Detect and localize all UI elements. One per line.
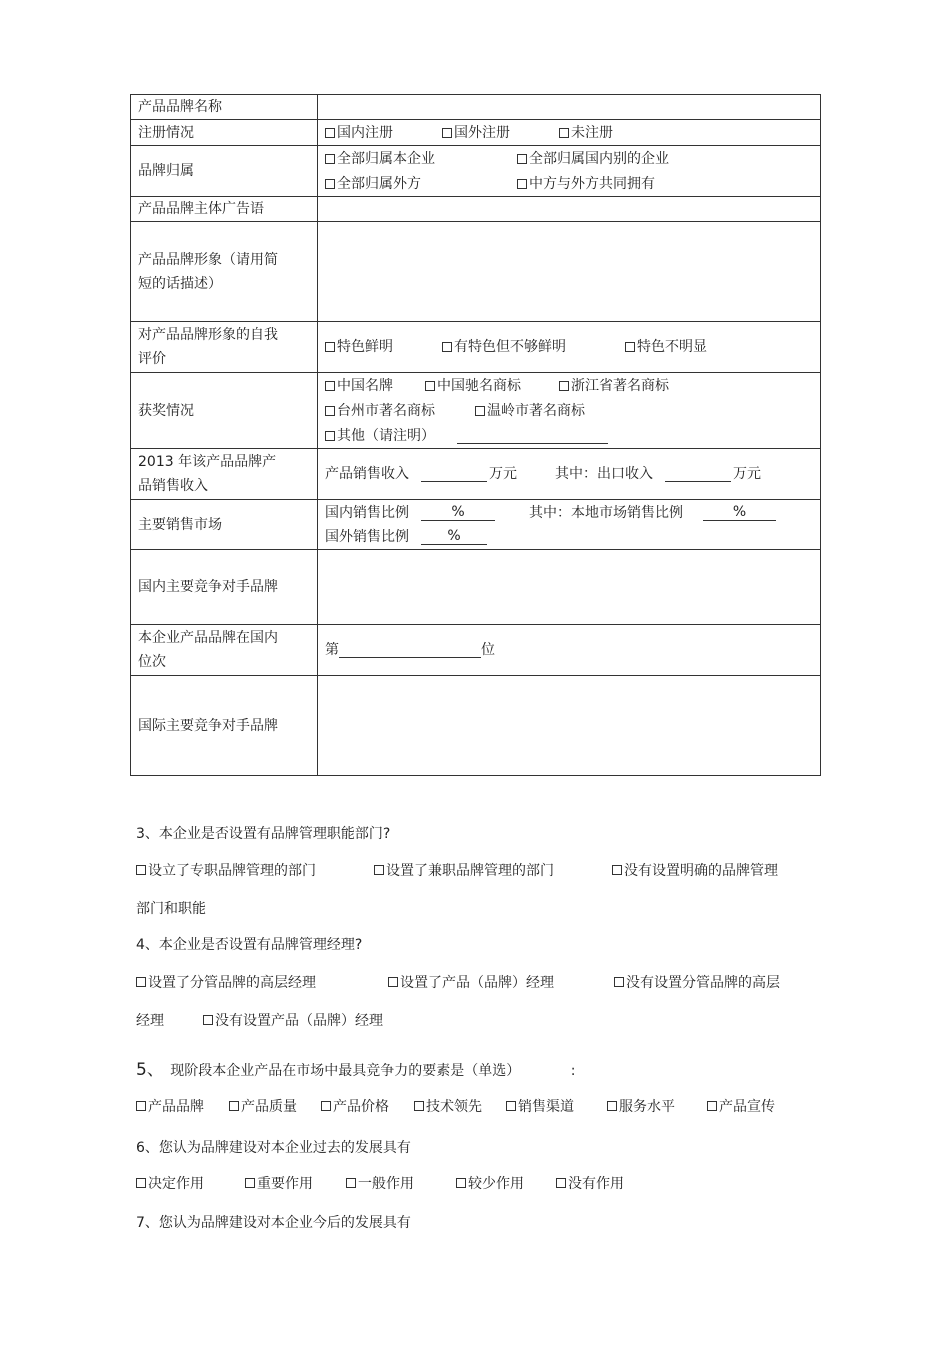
awards-option-taizhou[interactable]: 台州市著名商标 [325, 399, 475, 423]
checkbox[interactable] [136, 977, 146, 987]
self-eval-option-distinct[interactable]: 特色鲜明 [325, 335, 442, 359]
domestic-ratio-blank[interactable]: % [421, 505, 495, 521]
registration-label: 注册情况 [131, 120, 318, 146]
awards-label: 获奖情况 [131, 373, 318, 449]
ownership-option-other-domestic[interactable]: 全部归属国内别的企业 [517, 147, 669, 171]
awards-option-wenling[interactable]: 温岭市著名商标 [475, 399, 585, 423]
checkbox[interactable] [136, 1178, 146, 1188]
awards-option-other[interactable]: 其他（请注明） [325, 424, 457, 448]
rank-field: 第 位 [318, 625, 821, 676]
q7-title: 7、您认为品牌建设对本企业今后的发展具有 [136, 1215, 411, 1231]
checkbox[interactable] [388, 977, 398, 987]
intl-competitor-label: 国际主要竞争对手品牌 [131, 676, 318, 776]
slogan-label: 产品品牌主体广告语 [131, 197, 318, 222]
rank-label: 本企业产品品牌在国内 位次 [131, 625, 318, 676]
domestic-competitor-label: 国内主要竞争对手品牌 [131, 550, 318, 625]
q4-option-1[interactable]: 设置了分管品牌的高层经理 [136, 972, 388, 992]
checkbox[interactable] [325, 406, 335, 416]
market-label: 主要销售市场 [131, 500, 318, 550]
checkbox[interactable] [374, 865, 384, 875]
q4-option-3[interactable]: 没有设置分管品牌的高层 [614, 972, 780, 992]
q3-options [136, 860, 778, 880]
q3-title: 3、本企业是否设置有品牌管理职能部门? [136, 826, 391, 842]
self-eval-options [318, 322, 821, 373]
checkbox[interactable] [414, 1101, 424, 1111]
sales-fields: 产品销售收入 万元 其中：出口收入 万元 [318, 449, 821, 500]
checkbox[interactable] [612, 865, 622, 875]
checkbox[interactable] [325, 381, 335, 391]
checkbox[interactable] [245, 1178, 255, 1188]
checkbox[interactable] [625, 342, 635, 352]
ownership-option-foreign[interactable]: 全部归属外方 [325, 172, 517, 196]
brand-name-label: 产品品牌名称 [131, 95, 318, 120]
registration-options [318, 120, 821, 146]
checkbox[interactable] [707, 1101, 717, 1111]
checkbox[interactable] [475, 406, 485, 416]
q5-option-channel[interactable]: 销售渠道 [506, 1096, 607, 1116]
checkbox[interactable] [456, 1178, 466, 1188]
brand-info-table [130, 94, 821, 776]
domestic-competitor-field[interactable] [318, 550, 821, 625]
checkbox[interactable] [325, 154, 335, 164]
q6-option-2[interactable]: 重要作用 [245, 1173, 346, 1193]
checkbox[interactable] [346, 1178, 356, 1188]
q5-option-promotion[interactable]: 产品宣传 [707, 1096, 775, 1116]
checkbox[interactable] [425, 381, 435, 391]
slogan-field[interactable] [318, 197, 821, 222]
q5-option-brand[interactable]: 产品品牌 [136, 1096, 229, 1116]
q6-title: 6、您认为品牌建设对本企业过去的发展具有 [136, 1140, 411, 1156]
checkbox[interactable] [321, 1101, 331, 1111]
checkbox[interactable] [442, 128, 452, 138]
checkbox[interactable] [442, 342, 452, 352]
foreign-ratio-blank[interactable]: % [421, 529, 487, 545]
q5-option-quality[interactable]: 产品质量 [229, 1096, 321, 1116]
brand-image-label: 产品品牌形象（请用简 短的话描述） [131, 222, 318, 322]
self-eval-label: 对产品品牌形象的自我 评价 [131, 322, 318, 373]
checkbox[interactable] [325, 342, 335, 352]
q3-option-3[interactable]: 没有设置明确的品牌管理 [612, 860, 778, 880]
rank-blank[interactable] [339, 642, 481, 658]
checkbox[interactable] [517, 179, 527, 189]
awards-other-blank[interactable] [457, 428, 608, 444]
checkbox[interactable] [325, 128, 335, 138]
registration-option-foreign[interactable]: 国外注册 [442, 121, 559, 145]
q4-options [136, 972, 780, 992]
q5-option-price[interactable]: 产品价格 [321, 1096, 414, 1116]
q4-option-4[interactable]: 没有设置产品（品牌）经理 [203, 1010, 383, 1030]
ownership-option-own[interactable]: 全部归属本企业 [325, 147, 517, 171]
checkbox[interactable] [556, 1178, 566, 1188]
registration-option-domestic[interactable]: 国内注册 [325, 121, 442, 145]
registration-option-none[interactable]: 未注册 [559, 121, 613, 145]
q4-option-2[interactable]: 设置了产品（品牌）经理 [388, 972, 614, 992]
sales-label: 2013 年该产品品牌产 品销售收入 [131, 449, 318, 500]
checkbox[interactable] [325, 431, 335, 441]
export-income-blank[interactable] [665, 466, 731, 482]
self-eval-option-weak[interactable]: 特色不明显 [625, 335, 707, 359]
sales-income-blank[interactable] [421, 466, 487, 482]
ownership-options [318, 146, 821, 197]
checkbox[interactable] [136, 865, 146, 875]
q3-option-2[interactable]: 设置了兼职品牌管理的部门 [374, 860, 612, 880]
awards-option-zhejiang[interactable]: 浙江省著名商标 [559, 374, 669, 398]
q6-option-5[interactable]: 没有作用 [556, 1173, 624, 1193]
awards-options [318, 373, 821, 449]
q5-title: 5、 现阶段本企业产品在市场中最具竞争力的要素是（单选） : [136, 1060, 576, 1080]
q6-option-3[interactable]: 一般作用 [346, 1173, 456, 1193]
checkbox[interactable] [325, 179, 335, 189]
q4-continuation: 经理 没有设置产品（品牌）经理 [136, 1010, 383, 1030]
q3-option-1[interactable]: 设立了专职品牌管理的部门 [136, 860, 374, 880]
q5-option-service[interactable]: 服务水平 [607, 1096, 707, 1116]
checkbox[interactable] [607, 1101, 617, 1111]
checkbox[interactable] [229, 1101, 239, 1111]
intl-competitor-field[interactable] [318, 676, 821, 776]
checkbox[interactable] [559, 128, 569, 138]
checkbox[interactable] [559, 381, 569, 391]
checkbox[interactable] [136, 1101, 146, 1111]
local-ratio-blank[interactable]: % [703, 505, 776, 521]
self-eval-option-moderate[interactable]: 有特色但不够鲜明 [442, 335, 625, 359]
q6-options [136, 1173, 624, 1193]
checkbox[interactable] [203, 1015, 213, 1025]
q5-option-tech[interactable]: 技术领先 [414, 1096, 506, 1116]
market-fields: 国内销售比例 % 其中：本地市场销售比例 % 国外销售比例 % [318, 500, 821, 550]
checkbox[interactable] [614, 977, 624, 987]
ownership-label: 品牌归属 [131, 146, 318, 197]
q4-title: 4、本企业是否设置有品牌管理经理? [136, 937, 363, 953]
checkbox[interactable] [506, 1101, 516, 1111]
q6-option-4[interactable]: 较少作用 [456, 1173, 556, 1193]
ownership-option-joint[interactable]: 中方与外方共同拥有 [517, 172, 655, 196]
checkbox[interactable] [517, 154, 527, 164]
q5-options [136, 1096, 775, 1116]
awards-option-china-brand[interactable]: 中国名牌 [325, 374, 425, 398]
awards-option-china-famous[interactable]: 中国驰名商标 [425, 374, 559, 398]
q3-continuation: 部门和职能 [136, 901, 206, 917]
q6-option-1[interactable]: 决定作用 [136, 1173, 245, 1193]
brand-name-field[interactable] [318, 95, 821, 120]
brand-image-field[interactable] [318, 222, 821, 322]
